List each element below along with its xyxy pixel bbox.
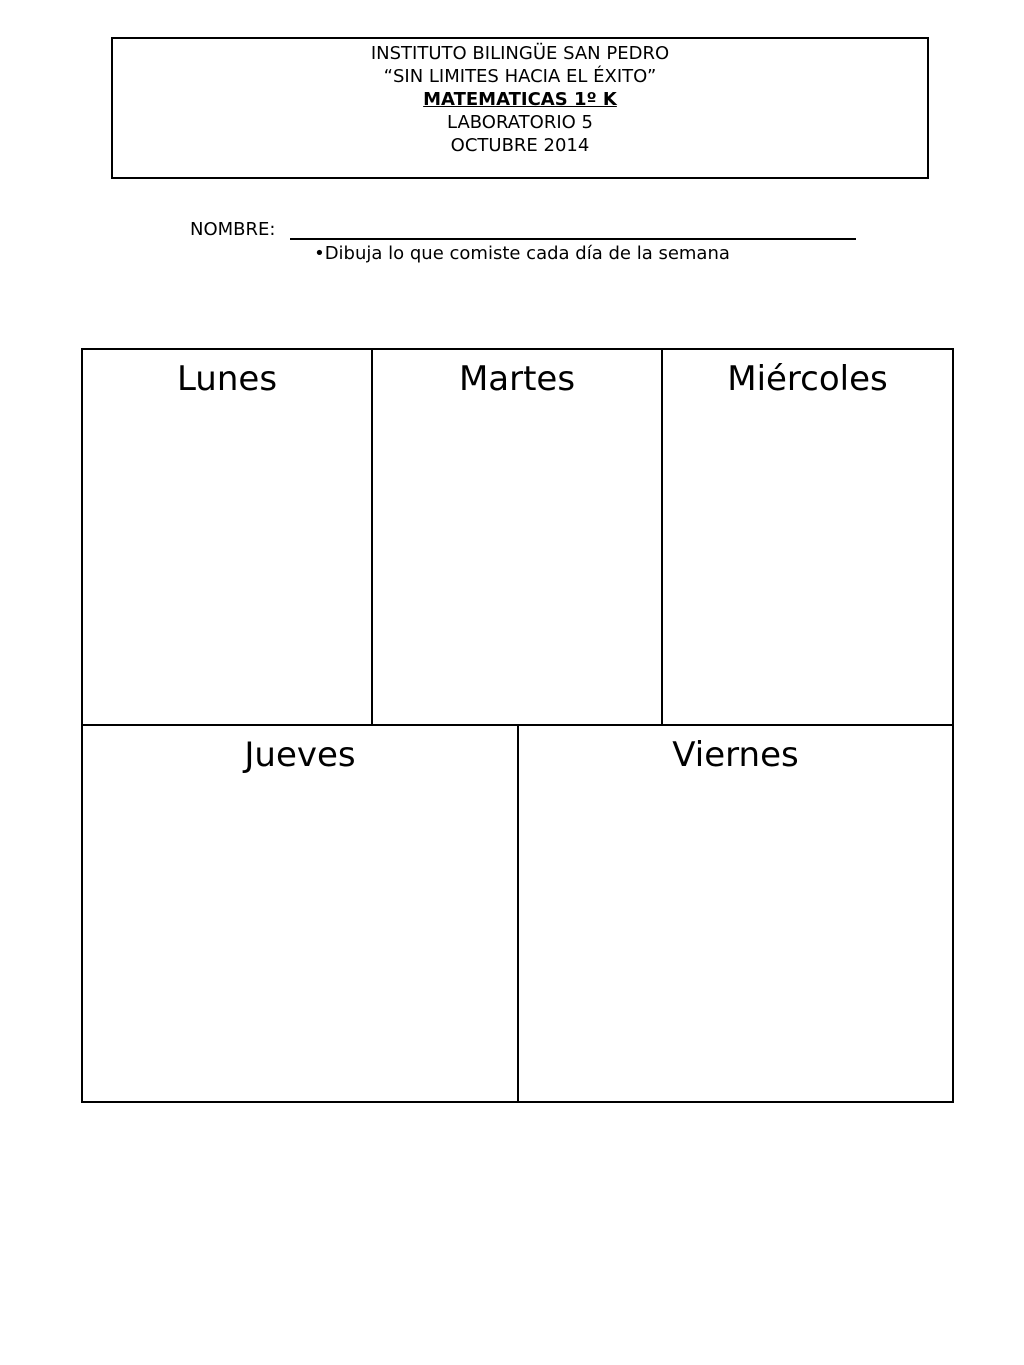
day-label-martes: Martes (458, 359, 576, 399)
instruction-text: •Dibuja lo que comiste cada día de la semana (314, 243, 730, 264)
weekday-grid (81, 348, 954, 1103)
drawing-cell-miercoles[interactable] (663, 350, 952, 726)
header-box (111, 37, 929, 179)
day-label-lunes: Lunes (176, 359, 278, 399)
day-label-jueves: Jueves (244, 735, 356, 775)
name-blank-line[interactable] (290, 238, 856, 240)
date-line: OCTUBRE 2014 (450, 135, 590, 156)
drawing-cell-lunes[interactable] (83, 350, 373, 726)
school-motto: “SIN LIMITES HACIA EL ÉXITO” (383, 66, 657, 87)
subject-title: MATEMATICAS 1º K (423, 89, 617, 110)
drawing-cell-jueves[interactable] (83, 726, 519, 1101)
drawing-cell-martes[interactable] (373, 350, 663, 726)
school-name: INSTITUTO BILINGÜE SAN PEDRO (370, 43, 670, 64)
lab-number: LABORATORIO 5 (447, 112, 593, 133)
day-label-viernes: Viernes (672, 735, 799, 775)
name-row (190, 218, 870, 242)
name-label: NOMBRE: (190, 219, 276, 240)
day-label-miercoles: Miércoles (727, 359, 888, 399)
drawing-cell-viernes[interactable] (519, 726, 952, 1101)
